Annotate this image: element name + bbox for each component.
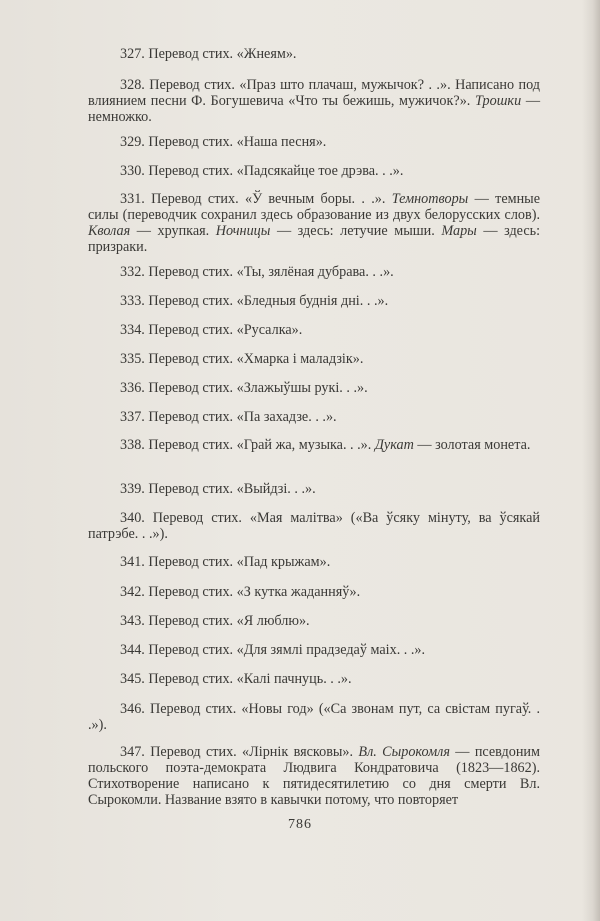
entry-329: 329. Перевод стих. «Наша песня».: [120, 134, 327, 150]
entry-346: 346. Перевод стих. «Новы год» («Са звонам пут, са свістам пугаў. . .»).: [88, 701, 540, 733]
entry-334: 334. Перевод стих. «Русалка».: [120, 322, 303, 338]
entry-340: 340. Перевод стих. «Мая малітва» («Ва ўсяку мінуту, ва ўсякай патрэбе. . .»).: [88, 510, 541, 542]
entry-341: 341. Перевод стих. «Пад крыжам».: [120, 554, 331, 570]
entry-337: 337. Перевод стих. «Па захадзе. . .».: [120, 409, 337, 425]
entry-345: 345. Перевод стих. «Калі пачнуць. . .».: [120, 671, 352, 687]
entry-339: 339. Перевод стих. «Выйдзі. . .».: [120, 481, 316, 497]
entry-331: 331. Перевод стих. «Ў вечным боры. . .». Темнотворы — темные силы (переводчик сохранил здесь образование из двух белорусских слов). Кволая — хрупкая. Ночницы — здесь: летучие мыши. Мары — здесь: призраки.: [88, 191, 541, 255]
entry-335: 335. Перевод стих. «Хмарка і маладзік».: [120, 351, 364, 367]
entry-336: 336. Перевод стих. «Злажыўшы рукі. . .».: [120, 380, 368, 396]
entry-347: 347. Перевод стих. «Лірнік вясковы». Вл. Сырокомля — псевдоним польского поэта-демократа Людвига Кондратовича (1823—1862). Стихотворение написано к пятидесятилетию со дня смерти Вл. Сырокомли. Название взято в кавычки потому, что повторяет: [88, 744, 541, 808]
entry-330: 330. Перевод стих. «Падсякайце тое дрэва. . .».: [120, 163, 404, 179]
page-spine-shadow: [582, 0, 600, 921]
entry-338: 338. Перевод стих. «Грай жа, музыка. . .». Дукат — золотая монета.: [120, 437, 531, 453]
page-number: 786: [288, 817, 312, 832]
entry-327: 327. Перевод стих. «Жнеям».: [120, 46, 297, 62]
entry-332: 332. Перевод стих. «Ты, зялёная дубрава. . .».: [120, 264, 394, 280]
entry-344: 344. Перевод стих. «Для зямлі прадзедаў маіх. . .».: [120, 642, 426, 658]
entry-343: 343. Перевод стих. «Я люблю».: [120, 613, 310, 629]
entry-333: 333. Перевод стих. «Бледныя буднія дні. . .».: [120, 293, 389, 309]
entry-328: 328. Перевод стих. «Праз што плачаш, мужычок? . .». Написано под влиянием песни Ф. Богушевича «Что ты бежишь, мужичок?». Трошки — немножко.: [88, 77, 541, 125]
entry-342: 342. Перевод стих. «З кутка жаданняў».: [120, 584, 361, 600]
